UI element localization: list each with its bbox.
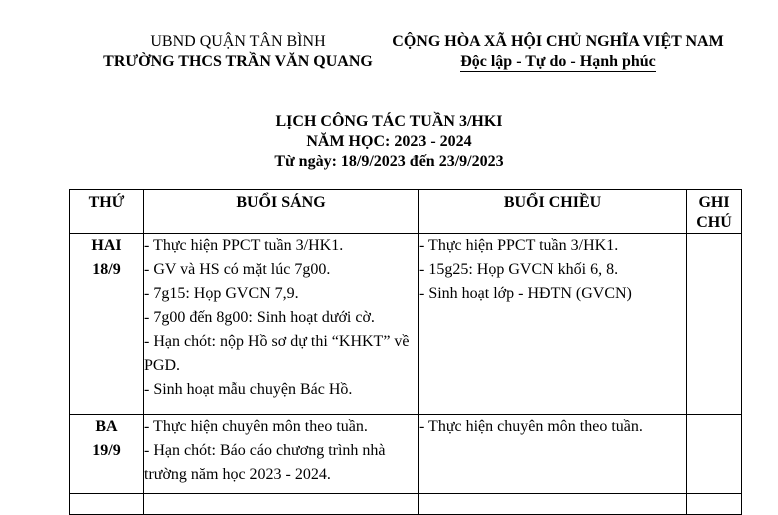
list-item: - Hạn chót: Báo cáo chương trình nhà trường năm học 2023 - 2024. [144,442,386,483]
list-item: - Sinh hoạt lớp - HĐTN (GVCN) [419,285,632,302]
day-cell [70,234,144,415]
empty-cell [687,494,742,515]
list-item: - Thực hiện chuyên môn theo tuần. [419,418,643,435]
day-name: BA [95,418,118,435]
national-motto [378,32,738,72]
list-item: - GV và HS có mặt lúc 7g00. [144,261,331,278]
title-line-1: LỊCH CÔNG TÁC TUẦN 3/HKI [275,113,503,130]
note-cell [687,234,742,415]
header-morning: BUỔI SÁNG [144,190,419,234]
list-item: - Thực hiện PPCT tuần 3/HK1. [144,237,344,254]
issuing-organization [88,32,388,72]
school-name: TRƯỜNG THCS TRẦN VĂN QUANG [103,53,373,70]
country-name: CỘNG HÒA XÃ HỘI CHỦ NGHĨA VIỆT NAM [392,33,724,50]
list-item: - Thực hiện chuyên môn theo tuần. [144,418,368,435]
morning-cell [144,415,419,494]
document-title [0,112,778,172]
table-row [70,234,742,415]
table-header-row [70,190,742,234]
afternoon-cell [419,415,687,494]
list-item: - 7g15: Họp GVCN 7,9. [144,285,299,302]
list-item: - Thực hiện PPCT tuần 3/HK1. [419,237,619,254]
list-item: - 7g00 đến 8g00: Sinh hoạt dưới cờ. [144,309,375,326]
title-line-2: NĂM HỌC: 2023 - 2024 [306,133,472,150]
header-note-line1: GHI [698,194,730,211]
list-item: - Hạn chót: nộp Hồ sơ dự thi “KHKT” về PGD. [144,333,410,374]
afternoon-cell [419,234,687,415]
day-date: 19/9 [92,442,121,459]
empty-cell [144,494,419,515]
note-cell [687,415,742,494]
table-row-partial [70,494,742,515]
list-item: - Sinh hoạt mẫu chuyện Bác Hồ. [144,381,353,398]
header-afternoon: BUỔI CHIỀU [419,190,687,234]
header-note [687,190,742,234]
day-date: 18/9 [92,261,121,278]
table-row [70,415,742,494]
day-name: HAI [91,237,122,254]
title-line-3: Từ ngày: 18/9/2023 đến 23/9/2023 [274,153,504,170]
day-cell [70,415,144,494]
list-item: - 15g25: Họp GVCN khối 6, 8. [419,261,619,278]
header-note-line2: CHÚ [696,214,732,231]
morning-cell [144,234,419,415]
empty-cell [419,494,687,515]
motto-text: Độc lập - Tự do - Hạnh phúc [460,53,656,70]
schedule-table [69,189,742,515]
header-day: THỨ [70,190,144,234]
empty-cell [70,494,144,515]
district-name: UBND QUẬN TÂN BÌNH [150,33,326,50]
